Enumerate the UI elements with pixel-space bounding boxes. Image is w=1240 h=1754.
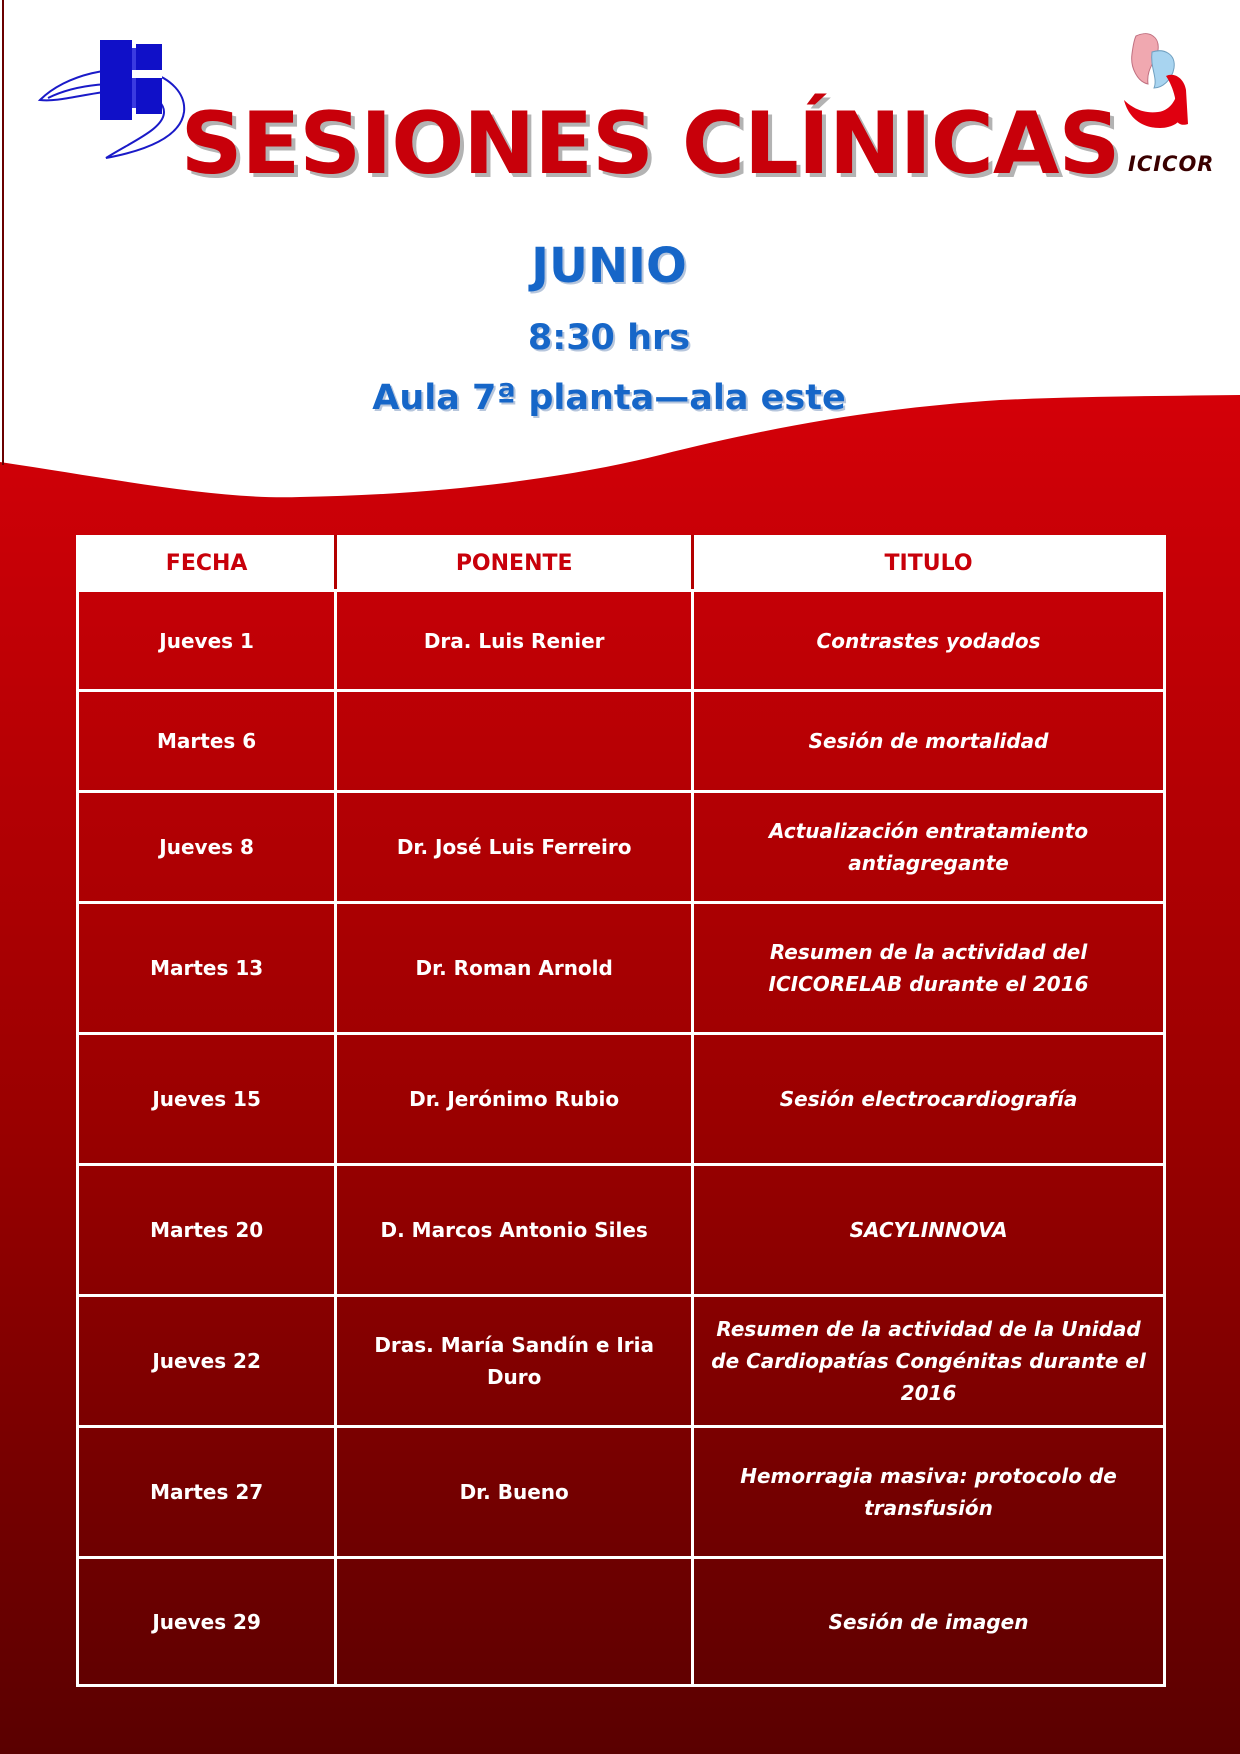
session-time: 8:30 hrs <box>527 318 691 358</box>
cell-ponente: Dras. María Sandín e Iria Duro <box>336 1296 693 1427</box>
cell-titulo: Hemorragia masiva: protocolo de transfusión <box>693 1427 1165 1558</box>
cell-fecha: Martes 27 <box>78 1427 336 1558</box>
table-row <box>78 903 1165 1034</box>
icicor-logo-text: ICICOR <box>1128 152 1215 176</box>
cell-fecha: Jueves 8 <box>78 792 336 903</box>
cell-ponente: Dra. Luis Renier <box>336 591 693 691</box>
cell-titulo: Resumen de la actividad del ICICORELAB durante el 2016 <box>693 903 1165 1034</box>
cell-ponente: Dr. Bueno <box>336 1427 693 1558</box>
table-row <box>78 691 1165 792</box>
sessions-table <box>76 535 1166 1687</box>
cell-fecha: Jueves 22 <box>78 1296 336 1427</box>
cell-titulo: Sesión de mortalidad <box>693 691 1165 792</box>
table-row <box>78 1558 1165 1686</box>
cell-fecha: Martes 6 <box>78 691 336 792</box>
table-row <box>78 1034 1165 1165</box>
month-heading: JUNIO <box>531 238 687 294</box>
cell-fecha: Jueves 15 <box>78 1034 336 1165</box>
cell-ponente: Dr. Jerónimo Rubio <box>336 1034 693 1165</box>
cell-ponente <box>336 691 693 792</box>
cell-titulo: Resumen de la actividad de la Unidad de Cardiopatías Congénitas durante el 2016 <box>693 1296 1165 1427</box>
table-row <box>78 591 1165 691</box>
column-header-ponente: PONENTE <box>336 537 693 591</box>
cell-titulo: SACYLINNOVA <box>693 1165 1165 1296</box>
page-title: SESIONES CLÍNICAS <box>180 94 1120 194</box>
cell-ponente: Dr. José Luis Ferreiro <box>336 792 693 903</box>
cell-fecha: Jueves 1 <box>78 591 336 691</box>
cell-titulo: Sesión de imagen <box>693 1558 1165 1686</box>
column-header-fecha: FECHA <box>78 537 336 591</box>
cell-titulo: Sesión electrocardiografía <box>693 1034 1165 1165</box>
cell-ponente: D. Marcos Antonio Siles <box>336 1165 693 1296</box>
cell-fecha: Jueves 29 <box>78 1558 336 1686</box>
cell-ponente <box>336 1558 693 1686</box>
table-row <box>78 792 1165 903</box>
column-header-titulo: TITULO <box>693 537 1165 591</box>
cell-fecha: Martes 20 <box>78 1165 336 1296</box>
table-header-row <box>78 537 1165 591</box>
cell-titulo: Contrastes yodados <box>693 591 1165 691</box>
cell-titulo: Actualización entratamiento antiagregante <box>693 792 1165 903</box>
cell-fecha: Martes 13 <box>78 903 336 1034</box>
cell-ponente: Dr. Roman Arnold <box>336 903 693 1034</box>
session-location: Aula 7ª planta—ala este <box>372 378 846 418</box>
table-row <box>78 1296 1165 1427</box>
table-row <box>78 1427 1165 1558</box>
table-row <box>78 1165 1165 1296</box>
